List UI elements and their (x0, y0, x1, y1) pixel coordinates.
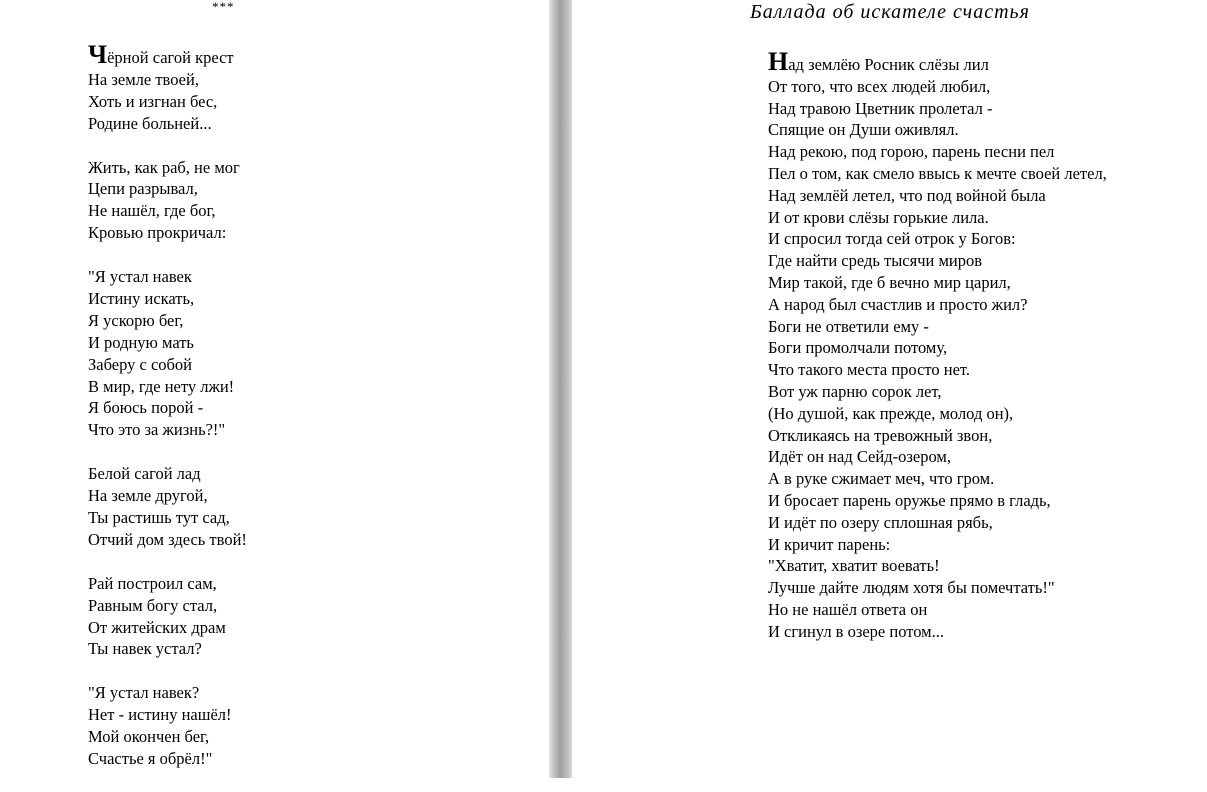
poem-line: Не нашёл, где бог, (88, 201, 216, 221)
poem-line: Равным богу стал, (88, 595, 218, 615)
poem-line: И спросил тогда сей отрок у Богов: (768, 229, 1016, 249)
poem-line: Боги не ответили ему - (768, 316, 929, 336)
poem-line: От того, что всех людей любил, (768, 76, 991, 96)
poem-line: Над землёю Росник слёзы лил (768, 47, 989, 76)
poem-line: Отчий дом здесь твой! (88, 529, 247, 549)
poem-line: Мир такой, где б вечно мир царил, (768, 272, 1011, 292)
drop-cap: Н (768, 47, 789, 76)
poem-line: Белой сагой лад (88, 464, 201, 484)
poem-line: Кровью прокричал: (88, 223, 227, 243)
poem-line: И кричит парень: (768, 534, 891, 554)
poem-line: Лучше дайте людям хотя бы помечтать!" (768, 578, 1055, 598)
left-poem (88, 40, 247, 792)
poem-line: В мир, где нету лжи! (88, 376, 235, 396)
poem-line: А народ был счастлив и просто жил? (768, 294, 1028, 314)
poem-line: А в руке сжимает меч, что гром. (768, 469, 995, 489)
ballad-title: Баллада об искателе счастья (750, 1, 1030, 23)
stanza (88, 157, 247, 245)
poem-line: И идёт по озеру сплошная рябь, (768, 512, 993, 532)
ballad-poem (752, 47, 1150, 643)
poem-line: От житейских драм (88, 617, 226, 637)
poem-line: Нет - истину нашёл! (88, 705, 232, 725)
poem-line: Над рекою, под горою, парень песни пел (768, 142, 1055, 162)
poem-line: Пел о том, как смело ввысь к мечте своей летел, (768, 163, 1107, 183)
left-poem-header: *** (212, 0, 235, 14)
poem-line: Цепи разрывал, (88, 179, 198, 199)
poem-line: Я ускорю бег, (88, 310, 184, 330)
poem-line: Мой окончен бег, (88, 727, 210, 747)
poem-line: Жить, как раб, не мог (88, 157, 240, 177)
stanza (88, 573, 247, 661)
left-page (0, 0, 549, 778)
poem-line: На земле другой, (88, 486, 208, 506)
poem-line: И бросает парень оружье прямо в гладь, (768, 490, 1051, 510)
poem-line: Над травою Цветник пролетал - (768, 98, 993, 118)
page-divider (549, 0, 572, 778)
poem-line: Родине больней... (88, 113, 212, 133)
poem-line: Заберу с собой (88, 354, 192, 374)
poem-line: Истину искать, (88, 288, 195, 308)
poem-line: Над землёй летел, что под войной была (768, 185, 1046, 205)
poem-line: Что такого места просто нет. (768, 360, 971, 380)
poem-line: "Я устал навек (88, 267, 192, 287)
drop-cap: Ч (88, 40, 108, 69)
poem-line: Но не нашёл ответа он (768, 599, 928, 619)
poem-line: Идёт он над Сейд-озером, (768, 447, 951, 467)
poem-line: И сгинул в озере потом... (768, 621, 944, 641)
stanza (88, 463, 247, 551)
poem-line: И родную мать (88, 332, 194, 352)
poem-line: Ты растишь тут сад, (88, 507, 230, 527)
poem-line: Что это за жизнь?!" (88, 420, 226, 440)
poem-line: (Но душой, как прежде, молод он), (768, 403, 1014, 423)
poem-line: Где найти средь тысячи миров (768, 251, 983, 271)
poem-line: Спящие он Души оживлял. (768, 120, 959, 140)
poem-line: Чёрной сагой крест (88, 40, 234, 69)
stanza (88, 266, 247, 441)
stanza (88, 682, 247, 770)
poem-line: "Я устал навек? (88, 683, 200, 703)
poem-line: Откликаясь на тревожный звон, (768, 425, 993, 445)
poem-line: Боги промолчали потому, (768, 338, 948, 358)
poem-line: Рай построил сам, (88, 573, 217, 593)
poem-line: "Хватит, хватит воевать! (768, 556, 940, 576)
poem-line: Ты навек устал? (88, 639, 202, 659)
poem-line: Счастье я обрёл!" (88, 748, 213, 768)
poem-line: Я боюсь порой - (88, 398, 204, 418)
stanza (88, 40, 247, 135)
poem-line: На земле твоей, (88, 69, 199, 89)
poem-line: И от крови слёзы горькие лила. (768, 207, 989, 227)
poem-line: Вот уж парню сорок лет, (768, 381, 942, 401)
poem-line: Хоть и изгнан бес, (88, 91, 218, 111)
